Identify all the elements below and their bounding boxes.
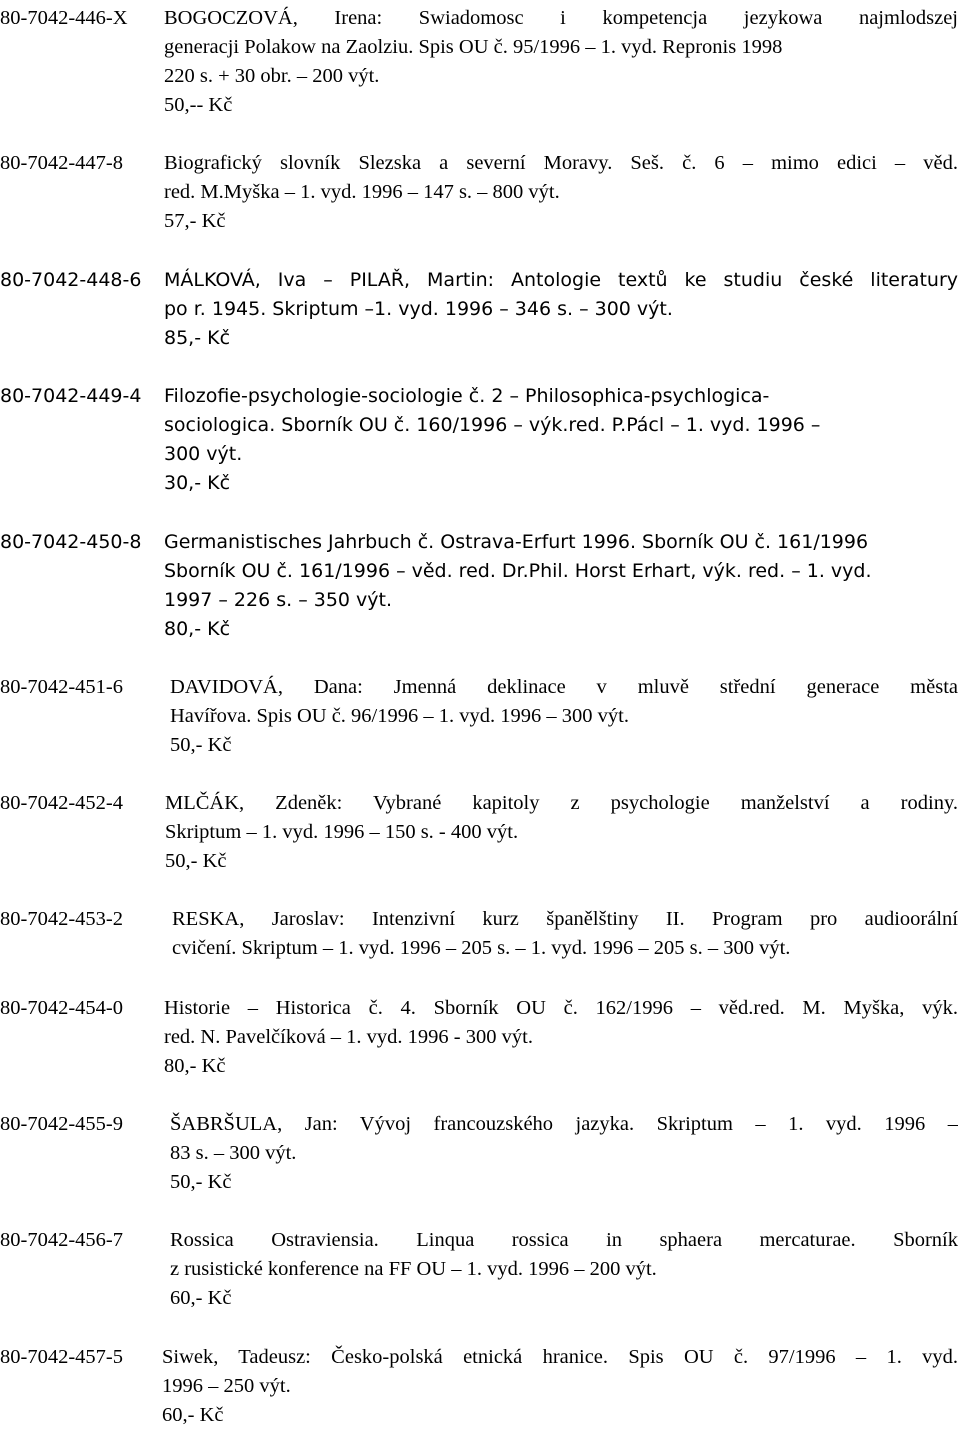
entry-text-line: 220 s. + 30 obr. – 200 výt. <box>164 65 380 87</box>
entry-isbn: 80-7042-448-6 <box>0 269 142 291</box>
entry-isbn: 80-7042-457-5 <box>0 1346 123 1368</box>
entry-text-line: Skriptum – 1. vyd. 1996 – 150 s. - 400 výt. <box>165 821 519 843</box>
entry-text-line: MLČÁK, Zdeněk: Vybrané kapitoly z psychologie manželství a rodiny. <box>165 792 958 814</box>
entry-body <box>170 673 958 760</box>
entry-text-line: generacji Polakow na Zaolziu. Spis OU č. 95/1996 – 1. vyd. Repronis 1998 <box>164 36 783 58</box>
entry-text-line: Rossica Ostraviensia. Linqua rossica in sphaera mercaturae. Sborník <box>170 1229 958 1251</box>
entry-price: 50,- Kč <box>165 850 227 872</box>
entry-text-line: DAVIDOVÁ, Dana: Jmenná deklinace v mluvě střední generace města <box>170 676 958 698</box>
entry-isbn: 80-7042-446-X <box>0 7 128 29</box>
entry-isbn: 80-7042-451-6 <box>0 676 123 698</box>
entry-text-line: 83 s. – 300 výt. <box>170 1142 297 1164</box>
entry-isbn: 80-7042-453-2 <box>0 908 123 930</box>
entry-text-line: 300 výt. <box>164 443 243 465</box>
entry-price: 80,- Kč <box>164 1055 226 1077</box>
entry-isbn: 80-7042-447-8 <box>0 152 123 174</box>
entry-text-line: MÁLKOVÁ, Iva – PILAŘ, Martin: Antologie textů ke studiu české literatury <box>164 269 958 291</box>
entry-text-line: po r. 1945. Skriptum –1. vyd. 1996 – 346 s. – 300 výt. <box>164 298 673 320</box>
entry-isbn: 80-7042-452-4 <box>0 792 123 814</box>
entry-text-line: ŠABRŠULA, Jan: Vývoj francouzského jazyka. Skriptum – 1. vyd. 1996 – <box>170 1113 958 1135</box>
entry-price: 57,- Kč <box>164 210 226 232</box>
entry-text-line: z rusistické konference na FF OU – 1. vyd. 1996 – 200 výt. <box>170 1258 657 1280</box>
entry-body <box>164 149 958 236</box>
entry-text-line: Germanistisches Jahrbuch č. Ostrava-Erfurt 1996. Sborník OU č. 161/1996 <box>164 531 869 553</box>
entry-text-line: Historie – Historica č. 4. Sborník OU č. 162/1996 – věd.red. M. Myška, výk. <box>164 997 958 1019</box>
entry-text-line: cvičení. Skriptum – 1. vyd. 1996 – 205 s. – 1. vyd. 1996 – 205 s. – 300 výt. <box>172 937 791 959</box>
entry-body <box>164 382 958 498</box>
entry-isbn: 80-7042-454-0 <box>0 997 123 1019</box>
entry-text-line: BOGOCZOVÁ, Irena: Swiadomosc i kompetencja jezykowa najmlodszej <box>164 7 958 29</box>
entry-text-line: Filozofie-psychologie-sociologie č. 2 – Philosophica-psychlogica- <box>164 385 770 407</box>
entry-isbn: 80-7042-449-4 <box>0 385 142 407</box>
entry-body <box>172 905 958 963</box>
entry-body <box>170 1226 958 1313</box>
entry-text-line: RESKA, Jaroslav: Intenzivní kurz španělštiny II. Program pro audioorální <box>172 908 958 930</box>
entry-body <box>164 994 958 1081</box>
entry-body <box>164 4 958 120</box>
entry-text-line: red. M.Myška – 1. vyd. 1996 – 147 s. – 800 výt. <box>164 181 560 203</box>
entry-price: 50,- Kč <box>170 1171 232 1193</box>
entry-text-line: red. N. Pavelčíková – 1. vyd. 1996 - 300 výt. <box>164 1026 533 1048</box>
entry-body <box>162 1343 958 1430</box>
entry-text-line: 1997 – 226 s. – 350 výt. <box>164 589 393 611</box>
entry-price: 85,- Kč <box>164 327 231 349</box>
entry-text-line: Sborník OU č. 161/1996 – věd. red. Dr.Phil. Horst Erhart, výk. red. – 1. vyd. <box>164 560 872 582</box>
entry-body <box>164 528 958 644</box>
entry-body <box>164 266 958 353</box>
entry-price: 80,- Kč <box>164 618 231 640</box>
entry-text-line: Biografický slovník Slezska a severní Moravy. Seš. č. 6 – mimo edici – věd. <box>164 152 958 174</box>
entry-price: 60,- Kč <box>162 1404 224 1426</box>
entry-price: 30,- Kč <box>164 472 231 494</box>
entry-price: 60,- Kč <box>170 1287 232 1309</box>
entry-price: 50,- Kč <box>170 734 232 756</box>
entry-isbn: 80-7042-455-9 <box>0 1113 123 1135</box>
entry-isbn: 80-7042-450-8 <box>0 531 142 553</box>
entry-body <box>170 1110 958 1197</box>
entry-text-line: 1996 – 250 výt. <box>162 1375 291 1397</box>
entry-text-line: Siwek, Tadeusz: Česko-polská etnická hranice. Spis OU č. 97/1996 – 1. vyd. <box>162 1346 958 1368</box>
entry-text-line: sociologica. Sborník OU č. 160/1996 – výk.red. P.Pácl – 1. vyd. 1996 – <box>164 414 821 436</box>
entry-text-line: Havířova. Spis OU č. 96/1996 – 1. vyd. 1996 – 300 výt. <box>170 705 629 727</box>
entry-body <box>165 789 958 876</box>
entry-isbn: 80-7042-456-7 <box>0 1229 123 1251</box>
entry-price: 50,-- Kč <box>164 94 233 116</box>
